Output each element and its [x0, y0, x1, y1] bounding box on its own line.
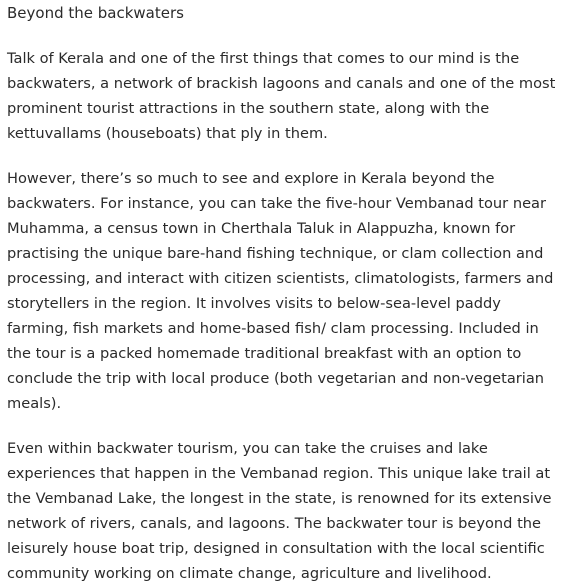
- article-paragraph-3: Even within backwater tourism, you can take the cruises and lake experiences that happen in the Vembanad region. This unique lake trail at the Vembanad Lake, the longest in the state, is renowned for its extensive network of rivers, canals, and lagoons. The backwater tour is beyond the leisurely house boat trip, designed in consultation with the local scientific community working on climate change, agriculture and livelihood.: [7, 440, 552, 582]
- article-paragraph-2: However, there’s so much to see and explore in Kerala beyond the backwaters. For instance, you can take the five-hour Vembanad tour near Muhamma, a census town in Cherthala Taluk in Alappuzha, known for practising the unique bare-hand fishing technique, or clam collection and processing, and interact with citizen scientists, climatologists, farmers and storytellers in the region. It involves visits to below-sea-level paddy farming, fish markets and home-based fish/ clam processing. Included in the tour is a packed homemade traditional breakfast with an option to conclude the trip with local produce (both vegetarian and non-vegetarian meals).: [7, 170, 554, 412]
- spacer: [7, 146, 570, 166]
- spacer: [7, 416, 570, 436]
- article-heading: Beyond the backwaters: [7, 4, 184, 22]
- spacer: [7, 26, 570, 46]
- article-paragraph-1: Talk of Kerala and one of the first things that comes to our mind is the backwaters, a network of brackish lagoons and canals and one of the most prominent tourist attractions in the southern state, along with the kettuvallams (houseboats) that ply in them.: [7, 50, 556, 142]
